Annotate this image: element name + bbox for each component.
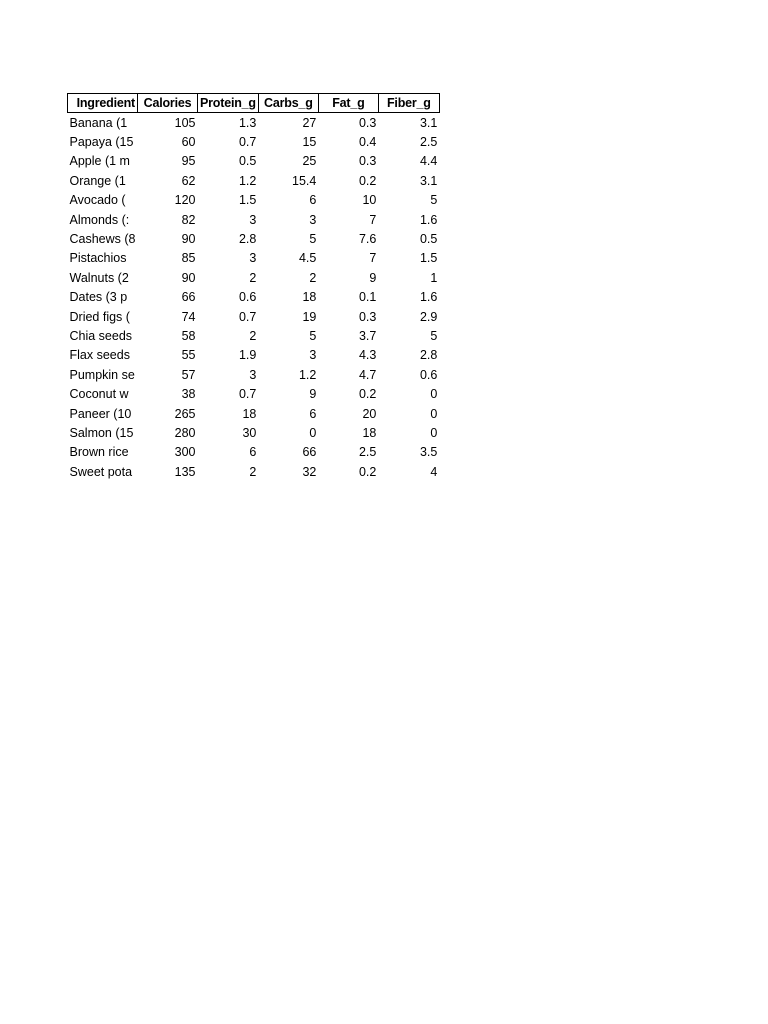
cell-fat[interactable]: 7	[369, 212, 377, 227]
cell-fat[interactable]: 4.3	[358, 348, 377, 363]
cell-fiber[interactable]: 2.8	[419, 348, 438, 363]
cell-fat[interactable]: 0.2	[358, 464, 377, 479]
cell-fat[interactable]: 18	[362, 425, 377, 440]
cell-calories[interactable]: 265	[174, 406, 196, 421]
table-row	[68, 346, 440, 365]
cell-carbs[interactable]: 18	[302, 290, 317, 305]
cell-fat[interactable]: 0.4	[358, 135, 377, 150]
cell-calories[interactable]: 38	[181, 387, 196, 402]
cell-carbs[interactable]: 15	[302, 135, 317, 150]
cell-fat[interactable]: 0.1	[358, 290, 377, 305]
cell-fat[interactable]: 3.7	[358, 328, 377, 343]
cell-ingredient[interactable]: Brown rice	[69, 445, 129, 460]
table-row	[68, 365, 440, 384]
cell-carbs[interactable]: 19	[302, 309, 317, 324]
table-row	[68, 443, 440, 462]
cell-fiber[interactable]: 0	[430, 425, 438, 440]
cell-calories[interactable]: 300	[174, 445, 196, 460]
header-calories[interactable]: Calories	[138, 94, 198, 113]
cell-protein[interactable]: 3	[249, 367, 257, 382]
cell-ingredient[interactable]: Paneer (10	[69, 406, 132, 421]
cell-calories[interactable]: 66	[181, 290, 196, 305]
cell-fat[interactable]: 7.6	[358, 232, 377, 247]
cell-fiber[interactable]: 0	[430, 387, 438, 402]
cell-calories[interactable]: 57	[181, 367, 196, 382]
cell-carbs[interactable]: 27	[302, 115, 317, 130]
cell-protein[interactable]: 3	[249, 212, 257, 227]
cell-protein[interactable]: 1.3	[238, 115, 257, 130]
header-protein[interactable]: Protein_g	[198, 94, 259, 113]
cell-carbs[interactable]: 6	[309, 193, 317, 208]
cell-protein[interactable]: 0.7	[238, 135, 257, 150]
cell-calories[interactable]: 95	[181, 154, 196, 169]
cell-protein[interactable]: 0.6	[238, 290, 257, 305]
header-fat[interactable]: Fat_g	[318, 94, 378, 113]
cell-carbs[interactable]: 32	[302, 464, 317, 479]
cell-fat[interactable]: 0.3	[358, 309, 377, 324]
cell-protein[interactable]: 18	[242, 406, 257, 421]
cell-calories[interactable]: 105	[174, 115, 196, 130]
cell-ingredient[interactable]: Walnuts (2	[69, 270, 129, 285]
cell-ingredient[interactable]: Papaya (15	[69, 135, 134, 150]
cell-ingredient[interactable]: Salmon (15	[69, 425, 134, 440]
cell-ingredient[interactable]: Almonds (:	[69, 212, 130, 227]
cell-carbs[interactable]: 0	[309, 425, 317, 440]
cell-protein[interactable]: 1.5	[238, 193, 257, 208]
cell-fiber[interactable]: 4	[430, 464, 438, 479]
cell-calories[interactable]: 135	[174, 464, 196, 479]
cell-calories[interactable]: 82	[181, 212, 196, 227]
cell-protein[interactable]: 2	[249, 328, 257, 343]
table-row	[68, 307, 440, 326]
cell-protein[interactable]: 30	[242, 425, 257, 440]
header-fiber[interactable]: Fiber_g	[378, 94, 439, 113]
cell-carbs[interactable]: 3	[309, 212, 317, 227]
cell-ingredient[interactable]: Avocado (	[69, 193, 126, 208]
table-row	[68, 423, 440, 442]
cell-fat[interactable]: 20	[362, 406, 377, 421]
cell-ingredient[interactable]: Dates (3 p	[69, 290, 128, 305]
cell-carbs[interactable]: 5	[309, 232, 317, 247]
table-row	[68, 268, 440, 287]
table-body	[68, 113, 440, 482]
cell-fat[interactable]: 0.2	[358, 173, 377, 188]
cell-calories[interactable]: 60	[181, 135, 196, 150]
cell-fiber[interactable]: 2.9	[419, 309, 438, 324]
cell-ingredient[interactable]: Pumpkin se	[69, 367, 135, 382]
nutrition-table	[67, 93, 440, 481]
cell-carbs[interactable]: 1.2	[298, 367, 317, 382]
cell-carbs[interactable]: 25	[302, 154, 317, 169]
cell-carbs[interactable]: 4.5	[298, 251, 317, 266]
cell-protein[interactable]: 3	[249, 251, 257, 266]
cell-calories[interactable]: 74	[181, 309, 196, 324]
cell-calories[interactable]: 85	[181, 251, 196, 266]
cell-fiber[interactable]: 1.6	[419, 290, 438, 305]
header-carbs[interactable]: Carbs_g	[258, 94, 318, 113]
cell-fiber[interactable]: 3.5	[419, 445, 438, 460]
cell-calories[interactable]: 280	[174, 425, 196, 440]
cell-calories[interactable]: 58	[181, 328, 196, 343]
cell-fiber[interactable]: 1	[430, 270, 438, 285]
table-row	[68, 132, 440, 151]
cell-protein[interactable]: 2.8	[238, 232, 257, 247]
cell-protein[interactable]: 0.7	[238, 309, 257, 324]
cell-fat[interactable]: 0.3	[358, 115, 377, 130]
cell-fat[interactable]: 0.2	[358, 387, 377, 402]
cell-calories[interactable]: 55	[181, 348, 196, 363]
cell-protein[interactable]: 0.7	[238, 387, 257, 402]
table-row	[68, 404, 440, 423]
cell-fat[interactable]: 0.3	[358, 154, 377, 169]
table-row	[68, 462, 440, 481]
cell-carbs[interactable]: 9	[309, 387, 317, 402]
cell-protein[interactable]: 1.9	[238, 348, 257, 363]
cell-ingredient[interactable]: Pistachios	[69, 251, 127, 266]
cell-ingredient[interactable]: Cashews (8	[69, 232, 136, 247]
cell-fiber[interactable]: 3.1	[419, 173, 438, 188]
cell-ingredient[interactable]: Banana (1	[69, 115, 128, 130]
table-row	[68, 152, 440, 171]
cell-ingredient[interactable]: Sweet pota	[69, 464, 133, 479]
table-row	[68, 384, 440, 403]
table-row	[68, 229, 440, 248]
cell-fiber[interactable]: 3.1	[419, 115, 438, 130]
cell-protein[interactable]: 6	[249, 445, 257, 460]
cell-ingredient[interactable]: Apple (1 m	[69, 154, 130, 169]
cell-calories[interactable]: 90	[181, 270, 196, 285]
cell-carbs[interactable]: 3	[309, 348, 317, 363]
cell-fiber[interactable]: 0.5	[419, 232, 438, 247]
cell-ingredient[interactable]: Coconut w	[69, 387, 129, 402]
cell-protein[interactable]: 0.5	[238, 154, 257, 169]
cell-protein[interactable]: 1.2	[238, 173, 257, 188]
cell-fiber[interactable]: 0.6	[419, 367, 438, 382]
cell-fat[interactable]: 2.5	[358, 445, 377, 460]
cell-fiber[interactable]: 0	[430, 406, 438, 421]
cell-fiber[interactable]: 4.4	[419, 154, 438, 169]
cell-fat[interactable]: 10	[362, 193, 377, 208]
cell-carbs[interactable]: 2	[309, 270, 317, 285]
cell-carbs[interactable]: 66	[302, 445, 317, 460]
cell-ingredient[interactable]: Flax seeds	[69, 348, 130, 363]
cell-fiber[interactable]: 2.5	[419, 135, 438, 150]
header-row	[68, 94, 440, 113]
cell-carbs[interactable]: 5	[309, 328, 317, 343]
table-row	[68, 191, 440, 210]
cell-fat[interactable]: 4.7	[358, 367, 377, 382]
cell-calories[interactable]: 62	[181, 173, 196, 188]
cell-fiber[interactable]: 5	[430, 328, 438, 343]
cell-fiber[interactable]: 1.6	[419, 212, 438, 227]
cell-ingredient[interactable]: Chia seeds	[69, 328, 133, 343]
cell-fiber[interactable]: 1.5	[419, 251, 438, 266]
table-row	[68, 249, 440, 268]
table-row	[68, 171, 440, 190]
header-ingredient[interactable]: Ingredient	[68, 94, 138, 113]
cell-fat[interactable]: 7	[369, 251, 377, 266]
cell-ingredient[interactable]: Orange (1	[69, 173, 126, 188]
table-row	[68, 288, 440, 307]
cell-fiber[interactable]: 5	[430, 193, 438, 208]
cell-carbs[interactable]: 15.4	[292, 173, 317, 188]
cell-calories[interactable]: 120	[174, 193, 196, 208]
cell-carbs[interactable]: 6	[309, 406, 317, 421]
cell-ingredient[interactable]: Dried figs (	[69, 309, 130, 324]
cell-protein[interactable]: 2	[249, 464, 257, 479]
table-row	[68, 210, 440, 229]
table-row	[68, 326, 440, 345]
cell-protein[interactable]: 2	[249, 270, 257, 285]
cell-fat[interactable]: 9	[369, 270, 377, 285]
cell-calories[interactable]: 90	[181, 232, 196, 247]
table-row	[68, 113, 440, 133]
